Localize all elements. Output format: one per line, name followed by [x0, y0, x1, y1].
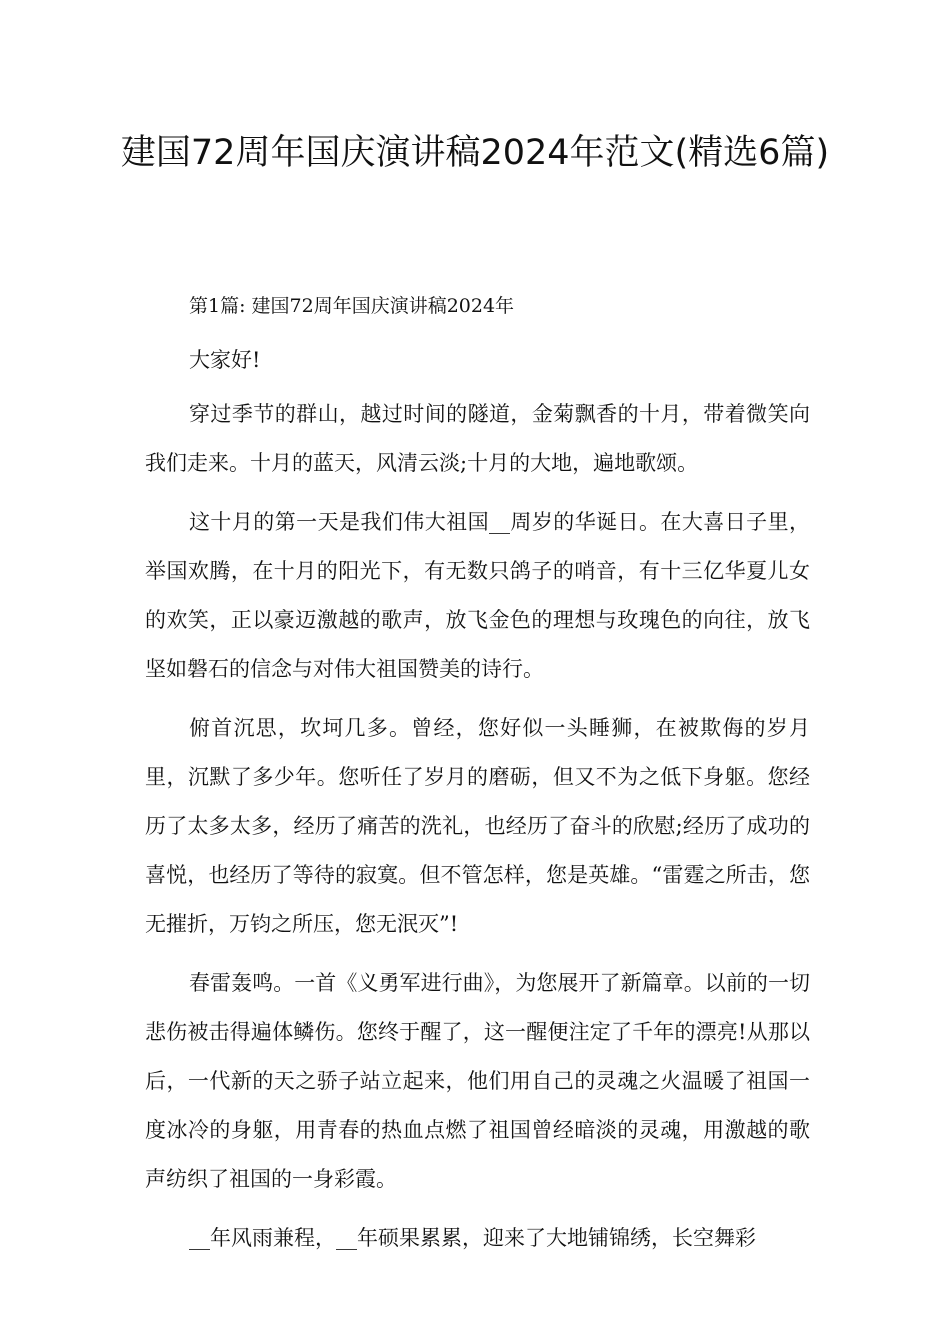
- document-body: [145, 282, 810, 1273]
- body-paragraph: 春雷轰鸣。一首《义勇军进行曲》，为您展开了新篇章。以前的一切悲伤被击得遍体鳞伤。您终于醒了，这一醒便注定了千年的漂亮!从那以后，一代新的天之骄子站立起来，他们用自己的灵魂之火温暖了祖国一度冰冷的身躯，用青春的热血点燃了祖国曾经暗淡的灵魂，用激越的歌声纺织了祖国的一身彩霞。: [145, 971, 810, 1191]
- body-paragraph: 穿过季节的群山，越过时间的隧道，金菊飘香的十月，带着微笑向我们走来。十月的蓝天，风清云淡;十月的大地，遍地歌颂。: [145, 402, 810, 475]
- section-heading: 第1篇: 建国72周年国庆演讲稿2024年: [189, 295, 515, 317]
- document-title: 建国72周年国庆演讲稿2024年范文(精选6篇): [120, 133, 830, 173]
- body-paragraph: 这十月的第一天是我们伟大祖国__周岁的华诞日。在大喜日子里，举国欢腾，在十月的阳光下，有无数只鸽子的哨音，有十三亿华夏儿女的欢笑，正以豪迈激越的歌声，放飞金色的理想与玫瑰色的向往，放飞坚如磐石的信念与对伟大祖国赞美的诗行。: [145, 510, 810, 681]
- body-paragraph: __年风雨兼程，__年硕果累累，迎来了大地铺锦绣，长空舞彩: [189, 1226, 756, 1250]
- body-paragraph: 俯首沉思，坎坷几多。曾经，您好似一头睡狮，在被欺侮的岁月里，沉默了多少年。您听任了岁月的磨砺，但又不为之低下身躯。您经历了太多太多，经历了痛苦的洗礼，也经历了奋斗的欣慰;经历了成功的喜悦，也经历了等待的寂寞。但不管怎样，您是英雄。“雷霆之所击，您无摧折，万钧之所压，您无泯灭”!: [145, 716, 810, 936]
- greeting-paragraph: 大家好!: [189, 348, 261, 372]
